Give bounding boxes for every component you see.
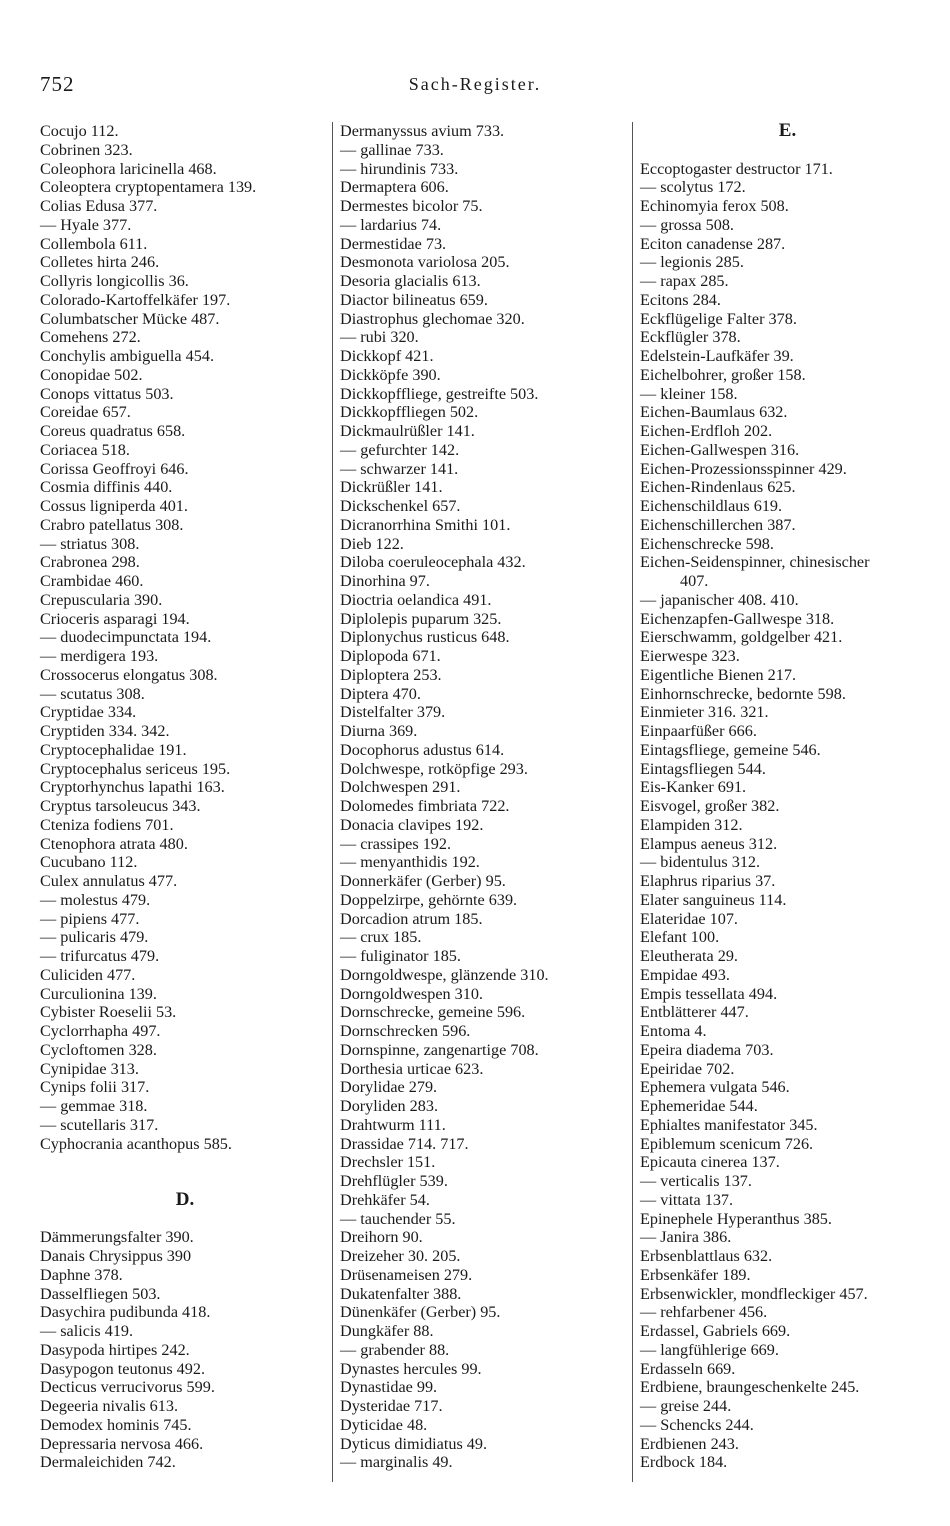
- index-entry: — crux 185.: [340, 928, 422, 947]
- index-entry: Dickkopffliege, gestreifte 503.: [340, 384, 539, 403]
- index-entry: Cybister Roeselii 53.: [40, 1003, 177, 1022]
- index-entry: Dornschrecke, gemeine 596.: [340, 1003, 526, 1022]
- index-entry: Coreidae 657.: [40, 403, 131, 422]
- index-entry: — rehfarbener 456.: [640, 1303, 768, 1322]
- index-entry: Dornspinne, zangenartige 708.: [340, 1040, 539, 1059]
- index-entry: Epeira diadema 703.: [640, 1040, 774, 1059]
- section-letter: E.: [778, 120, 797, 141]
- index-entry: Eichen-Baumlaus 632.: [640, 403, 788, 422]
- spacer: [40, 1153, 330, 1172]
- index-entry: — legionis 285.: [640, 253, 744, 272]
- index-entry: Empidae 493.: [640, 965, 730, 984]
- index-entry: — striatus 308.: [40, 534, 140, 553]
- index-entry: Dorngoldwespe, glänzende 310.: [340, 965, 549, 984]
- index-entry: Conchylis ambiguella 454.: [40, 347, 214, 365]
- index-entry: — verticalis 137.: [640, 1172, 752, 1190]
- index-entry: Dynastidae 99.: [340, 1378, 438, 1397]
- index-entry: Crioceris asparagi 194.: [40, 609, 190, 628]
- index-entry: Eckflügler 378.: [640, 328, 741, 347]
- index-entry: Coleophora laricinella 468.: [40, 159, 217, 178]
- index-entry: Coriacea 518.: [40, 440, 130, 459]
- index-entry: — crassipes 192.: [340, 834, 452, 853]
- index-entry: 407.: [680, 572, 709, 590]
- index-entry: Distelfalter 379.: [340, 703, 446, 722]
- index-entry: — grabender 88.: [340, 1340, 450, 1359]
- index-entry: Echinomyia ferox 508.: [640, 197, 789, 215]
- index-entry: Cynipidae 313.: [40, 1059, 139, 1078]
- page-number: 752: [40, 72, 75, 96]
- index-entry: Donacia clavipes 192.: [340, 815, 484, 834]
- index-entry: Erdbiene, braungeschenkelte 245.: [640, 1378, 860, 1397]
- index-entry: Eckflügelige Falter 378.: [640, 309, 797, 328]
- index-entry: Dasypogon teutonus 492.: [40, 1359, 206, 1378]
- index-entry: Elaphrus riparius 37.: [640, 872, 776, 890]
- index-entry: Einhornschrecke, bedornte 598.: [640, 684, 846, 703]
- index-entry: — salicis 419.: [40, 1322, 134, 1340]
- index-entry: Eierwespe 323.: [640, 647, 740, 665]
- index-entry: Elampiden 312.: [640, 815, 743, 834]
- index-entry: Dolomedes fimbriata 722.: [340, 797, 510, 815]
- index-entry: Dasychira pudibunda 418.: [40, 1303, 211, 1322]
- index-entry: Cryptorhynchus lapathi 163.: [40, 778, 225, 797]
- index-entry: Cryptus tarsoleucus 343.: [40, 797, 201, 815]
- index-entry: Drehkäfer 54.: [340, 1190, 430, 1209]
- index-entry: — grossa 508.: [640, 215, 734, 234]
- index-entry: — vittata 137.: [640, 1190, 734, 1209]
- index-entry: — kleiner 158.: [640, 384, 738, 403]
- index-entry: — japanischer 408. 410.: [640, 590, 799, 609]
- index-entry: Dermestes bicolor 75.: [340, 197, 483, 215]
- index-entry: Dolchwespe, rotköpfige 293.: [340, 759, 528, 778]
- index-entry: Epinephele Hyperanthus 385.: [640, 1209, 832, 1228]
- index-entry: Culiciden 477.: [40, 965, 136, 984]
- index-entry: Crepuscularia 390.: [40, 590, 163, 609]
- index-entry: Erbsenblattlaus 632.: [640, 1247, 773, 1265]
- index-entry: Dicranorrhina Smithi 101.: [340, 515, 511, 534]
- index-entry: Dickrüßler 141.: [340, 478, 443, 497]
- index-entry: Erbsenwickler, mondfleckiger 457.: [640, 1284, 868, 1303]
- index-entry: Eintagsfliegen 544.: [640, 759, 766, 778]
- index-entry: Cyclorrhapha 497.: [40, 1022, 161, 1040]
- index-entry: Cryptiden 334. 342.: [40, 722, 170, 740]
- index-entry: — scutellaris 317.: [40, 1115, 159, 1134]
- spacer: [640, 141, 935, 160]
- index-entry: Coleoptera cryptopentamera 139.: [40, 178, 257, 197]
- index-entry: Cosmia diffinis 440.: [40, 478, 173, 497]
- index-entry: Entoma 4.: [640, 1022, 707, 1040]
- index-entry: Eichelbohrer, großer 158.: [640, 365, 806, 384]
- index-entry: — Janira 386.: [640, 1228, 732, 1247]
- index-entry: Elefant 100.: [640, 928, 720, 947]
- index-entry: Ephemera vulgata 546.: [640, 1078, 790, 1097]
- index-entry: Dermaleichiden 742.: [40, 1453, 176, 1472]
- index-entry: — Schencks 244.: [640, 1415, 754, 1434]
- index-entry: Diplolepis puparum 325.: [340, 609, 502, 628]
- index-entry: Epeiridae 702.: [640, 1059, 735, 1078]
- index-entry: Elater sanguineus 114.: [640, 890, 787, 909]
- index-entry: — scolytus 172.: [640, 178, 746, 197]
- index-entry: Doryliden 283.: [340, 1097, 439, 1115]
- index-entry: Dasselfliegen 503.: [40, 1284, 161, 1303]
- index-entry: Eichenschrecke 598.: [640, 534, 774, 553]
- spacer: [40, 1172, 330, 1191]
- index-entry: — tauchender 55.: [340, 1209, 456, 1228]
- index-entry: Eichen-Prozessionsspinner 429.: [640, 459, 847, 478]
- column-divider: [632, 122, 633, 1482]
- index-entry: Eccoptogaster destructor 171.: [640, 159, 833, 178]
- index-entry: — Hyale 377.: [40, 215, 132, 234]
- index-entry: Cryptidae 334.: [40, 703, 137, 722]
- index-entry: Columbatscher Mücke 487.: [40, 309, 220, 328]
- index-entry: Dolchwespen 291.: [340, 778, 461, 797]
- index-entry: — langfühlerige 669.: [640, 1340, 779, 1359]
- index-entry: Cynips folii 317.: [40, 1078, 150, 1097]
- index-entry: Dreihorn 90.: [340, 1228, 423, 1247]
- index-entry: Eichen-Erdfloh 202.: [640, 422, 773, 440]
- index-entry: Cteniza fodiens 701.: [40, 815, 174, 834]
- index-entry: Drahtwurm 111.: [340, 1115, 446, 1134]
- index-entry: Diplonychus rusticus 648.: [340, 628, 510, 647]
- index-entry: — bidentulus 312.: [640, 853, 761, 872]
- index-entry: Dickschenkel 657.: [340, 497, 461, 515]
- index-entry: Dorngoldwespen 310.: [340, 984, 483, 1003]
- index-entry: Eintagsfliege, gemeine 546.: [640, 740, 821, 759]
- index-entry: Diplopoda 671.: [340, 647, 441, 665]
- index-entry: Danais Chrysippus 390: [40, 1247, 192, 1265]
- index-entry: Depressaria nervosa 466.: [40, 1434, 204, 1453]
- index-entry: Diastrophus glechomae 320.: [340, 309, 525, 328]
- index-entry: Epicauta cinerea 137.: [640, 1153, 780, 1172]
- index-entry: — pipiens 477.: [40, 909, 140, 928]
- index-entry: Demodex hominis 745.: [40, 1415, 192, 1434]
- index-entry: Eichenzapfen-Gallwespe 318.: [640, 609, 835, 628]
- index-entry: Desmonota variolosa 205.: [340, 253, 510, 272]
- index-entry: Einmieter 316. 321.: [640, 703, 769, 722]
- index-column-1: [40, 122, 330, 1472]
- index-entry: — hirundinis 733.: [340, 159, 459, 178]
- index-entry: Erbsenkäfer 189.: [640, 1265, 751, 1284]
- spacer: [40, 1210, 330, 1229]
- index-entry: Dreizeher 30. 205.: [340, 1247, 461, 1265]
- index-entry: Colletes hirta 246.: [40, 253, 160, 272]
- index-entry: Dungkäfer 88.: [340, 1322, 434, 1340]
- index-entry: — gefurchter 142.: [340, 440, 460, 459]
- index-entry: Dysteridae 717.: [340, 1397, 443, 1415]
- index-entry: — schwarzer 141.: [340, 459, 459, 478]
- index-entry: Dorthesia urticae 623.: [340, 1059, 484, 1078]
- index-entry: Erdasseln 669.: [640, 1359, 736, 1378]
- index-entry: Conops vittatus 503.: [40, 384, 174, 403]
- index-entry: Cocujo 112.: [40, 122, 119, 140]
- index-entry: — rubi 320.: [340, 328, 419, 347]
- index-entry: Culex annulatus 477.: [40, 872, 178, 890]
- index-entry: Decticus verrucivorus 599.: [40, 1378, 215, 1397]
- index-entry: Cucubano 112.: [40, 853, 138, 872]
- index-entry: — greise 244.: [640, 1397, 732, 1415]
- index-entry: Ephialtes manifestator 345.: [640, 1115, 818, 1134]
- index-entry: Dämmerungsfalter 390.: [40, 1228, 194, 1247]
- index-entry: — scutatus 308.: [40, 684, 145, 703]
- index-entry: Dermestidae 73.: [340, 234, 447, 253]
- index-entry: — menyanthidis 192.: [340, 853, 480, 872]
- index-entry: Dynastes hercules 99.: [340, 1359, 482, 1378]
- index-entry: Einpaarfüßer 666.: [640, 722, 757, 740]
- index-entry: Elateridae 107.: [640, 909, 738, 928]
- index-entry: Erdbock 184.: [640, 1453, 728, 1472]
- index-entry: Dioctria oelandica 491.: [340, 590, 492, 609]
- index-entry: Donnerkäfer (Gerber) 95.: [340, 872, 506, 890]
- index-entry: Dieb 122.: [340, 534, 404, 553]
- index-entry: Dasypoda hirtipes 242.: [40, 1340, 190, 1359]
- index-entry: — fuliginator 185.: [340, 947, 461, 965]
- index-entry: Drüsenameisen 279.: [340, 1265, 473, 1284]
- index-entry: Eisvogel, großer 382.: [640, 797, 780, 815]
- index-entry: Elampus aeneus 312.: [640, 834, 778, 853]
- index-entry: Ecitons 284.: [640, 290, 721, 309]
- index-entry: Dünenkäfer (Gerber) 95.: [340, 1303, 501, 1322]
- index-entry: Dickkopffliegen 502.: [340, 403, 479, 422]
- index-entry: — duodecimpunctata 194.: [40, 628, 212, 647]
- index-entry: Dickmaulrüßler 141.: [340, 422, 475, 440]
- index-entry: Eis-Kanker 691.: [640, 778, 747, 797]
- index-entry: — lardarius 74.: [340, 215, 442, 234]
- index-entry: — merdigera 193.: [40, 647, 159, 665]
- index-entry: Eleutherata 29.: [640, 947, 738, 965]
- index-entry: Cycloftomen 328.: [40, 1040, 157, 1059]
- index-entry: Collembola 611.: [40, 234, 148, 253]
- index-entry: Dermanyssus avium 733.: [340, 122, 505, 140]
- index-entry: Diurna 369.: [340, 722, 418, 740]
- index-entry: — rapax 285.: [640, 272, 729, 290]
- index-entry: Erdassel, Gabriels 669.: [640, 1322, 791, 1340]
- index-entry: Docophorus adustus 614.: [340, 740, 505, 759]
- index-entry: Drassidae 714. 717.: [340, 1134, 469, 1153]
- index-entry: Diptera 470.: [340, 684, 421, 703]
- index-entry: Crambidae 460.: [40, 572, 144, 590]
- running-head: Sach-Register.: [408, 74, 542, 94]
- index-entry: — gallinae 733.: [340, 140, 444, 159]
- index-entry: Eichen-Seidenspinner, chinesischer: [640, 553, 870, 572]
- index-entry: Cryptocephalus sericeus 195.: [40, 759, 231, 778]
- index-entry: Eichen-Rindenlaus 625.: [640, 478, 796, 497]
- index-entry: Entblätterer 447.: [640, 1003, 749, 1022]
- index-entry: Ctenophora atrata 480.: [40, 834, 188, 853]
- index-entry: Eichenschildlaus 619.: [640, 497, 783, 515]
- index-entry: Empis tessellata 494.: [640, 984, 778, 1003]
- index-entry: Curculionina 139.: [40, 984, 157, 1003]
- column-divider: [332, 122, 333, 1482]
- index-entry: Dyticidae 48.: [340, 1415, 428, 1434]
- index-entry: Conopidae 502.: [40, 365, 143, 384]
- index-entry: Comehens 272.: [40, 328, 141, 347]
- index-entry: Dukatenfalter 388.: [340, 1284, 462, 1303]
- index-entry: Dickkopf 421.: [340, 347, 434, 365]
- index-entry: — pulicaris 479.: [40, 928, 149, 947]
- index-entry: Degeeria nivalis 613.: [40, 1397, 178, 1415]
- index-entry: Cyphocrania acanthopus 585.: [40, 1134, 232, 1153]
- index-entry: Collyris longicollis 36.: [40, 272, 189, 290]
- index-entry: Drehflügler 539.: [340, 1172, 448, 1190]
- index-entry: Dinorhina 97.: [340, 572, 430, 590]
- index-entry: Eichenschillerchen 387.: [640, 515, 796, 534]
- index-entry: — gemmae 318.: [40, 1097, 148, 1115]
- index-entry: Cossus ligniperda 401.: [40, 497, 188, 515]
- index-entry: Colias Edusa 377.: [40, 197, 158, 215]
- index-entry: Desoria glacialis 613.: [340, 272, 481, 290]
- index-entry: Ephemeridae 544.: [640, 1097, 758, 1115]
- index-entry: Dyticus dimidiatus 49.: [340, 1434, 488, 1453]
- index-entry: Dermaptera 606.: [340, 178, 449, 197]
- index-entry: Dickköpfe 390.: [340, 365, 441, 384]
- index-entry: Colorado-Kartoffelkäfer 197.: [40, 290, 231, 309]
- index-entry: Daphne 378.: [40, 1265, 123, 1284]
- index-entry: Eichen-Gallwespen 316.: [640, 440, 800, 459]
- index-entry: Drechsler 151.: [340, 1153, 436, 1172]
- index-entry: Epiblemum scenicum 726.: [640, 1134, 814, 1153]
- index-entry: Diactor bilineatus 659.: [340, 290, 488, 309]
- index-entry: Diploptera 253.: [340, 665, 442, 684]
- index-entry: — marginalis 49.: [340, 1453, 453, 1472]
- index-entry: Dorylidae 279.: [340, 1078, 438, 1097]
- index-column-2: [340, 122, 630, 1472]
- index-entry: Diloba coeruleocephala 432.: [340, 553, 526, 572]
- index-entry: Eierschwamm, goldgelber 421.: [640, 628, 843, 647]
- index-entry: Cobrinen 323.: [40, 140, 133, 159]
- index-entry: Eigentliche Bienen 217.: [640, 665, 796, 684]
- index-entry: — trifurcatus 479.: [40, 947, 160, 965]
- index-entry: Edelstein-Laufkäfer 39.: [640, 347, 794, 365]
- index-entry: Dorcadion atrum 185.: [340, 909, 483, 928]
- section-letter: D.: [175, 1188, 195, 1210]
- index-column-3: [640, 122, 935, 1472]
- index-entry: Dornschrecken 596.: [340, 1022, 471, 1040]
- index-entry: — molestus 479.: [40, 890, 151, 909]
- index-entry: Coreus quadratus 658.: [40, 422, 186, 440]
- index-entry: Cryptocephalidae 191.: [40, 740, 187, 759]
- index-entry: Eciton canadense 287.: [640, 234, 786, 253]
- index-entry: Erdbienen 243.: [640, 1434, 739, 1453]
- index-entry: Crossocerus elongatus 308.: [40, 665, 218, 684]
- index-entry: Corissa Geoffroyi 646.: [40, 459, 189, 478]
- index-entry: Crabro patellatus 308.: [40, 515, 184, 534]
- index-entry: Doppelzirpe, gehörnte 639.: [340, 890, 518, 909]
- index-entry: Crabronea 298.: [40, 553, 140, 572]
